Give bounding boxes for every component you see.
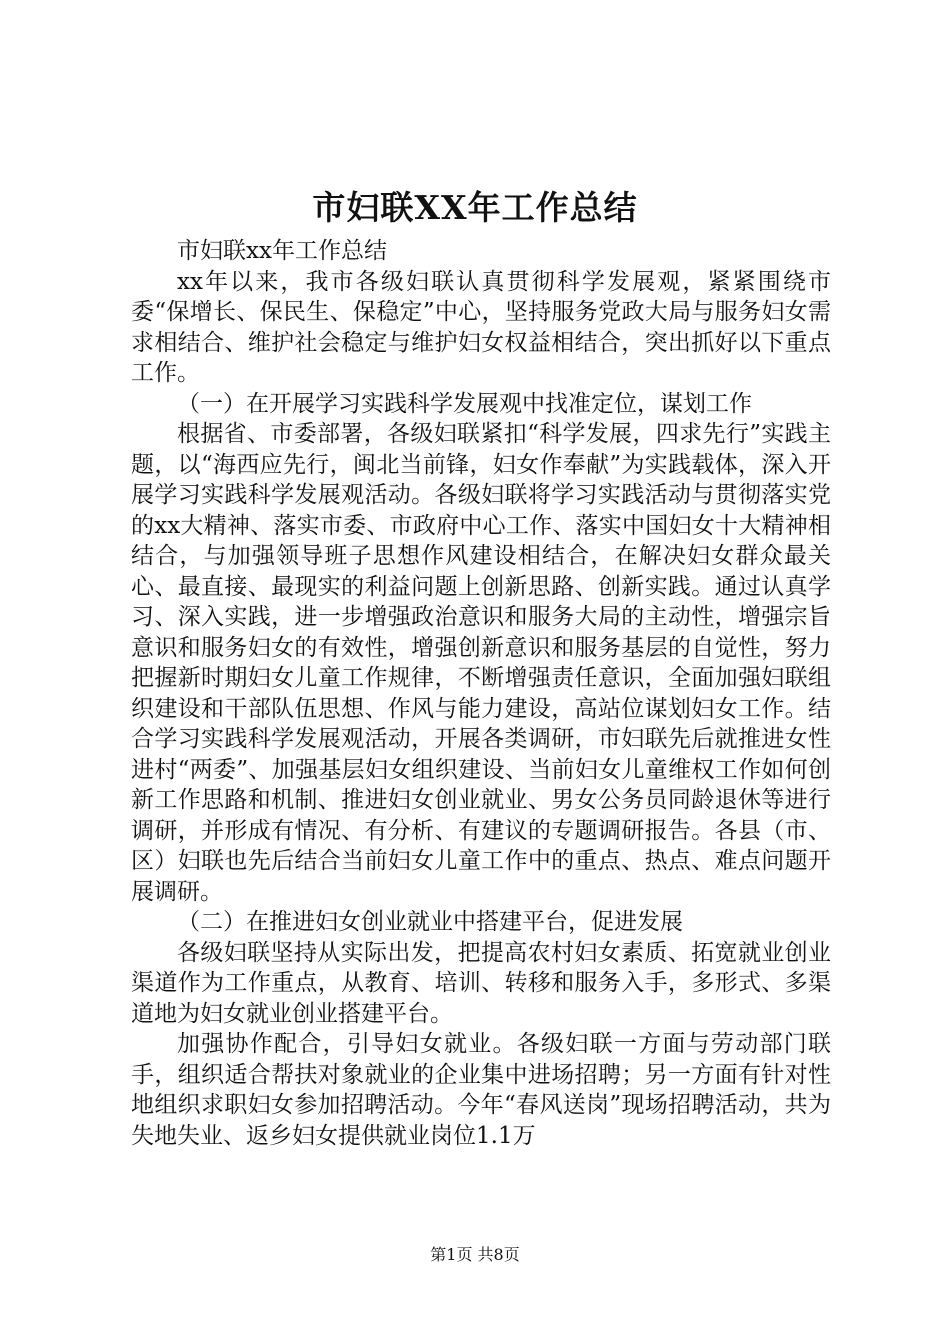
paragraph-section-1: 根据省、市委部署，各级妇联紧扣“科学发展，四求先行”实践主题，以“海西应先行，闽北当前锋，妇女作奉献”为实践载体，深入开展学习实践科学发展观活动。各级妇联将学习实践活动与贯彻落实党的xx大精神、落实市委、市政府中心工作、落实中国妇女十大精神相结合，与加强领导班子思想作风建设相结合，在解决妇女群众最关心、最直接、最现实的利益问题上创新思路、创新实践。通过认真学习、深入实践，进一步增强政治意识和服务大局的主动性，增强宗旨意识和服务妇女的有效性，增强创新意识和服务基层的自觉性，努力把握新时期妇女儿童工作规律，不断增强责任意识，全面加强妇联组织建设和干部队伍思想、作风与能力建设，高站位谋划妇女工作。结合学习实践科学发展观活动，开展各类调研，市妇联先后就推进女性进村“两委”、加强基层妇女组织建设、当前妇女儿童维权工作如何创新工作思路和机制、推进妇女创业就业、男女公务员同龄退休等进行调研，并形成有情况、有分析、有建议的专题调研报告。各县（市、区）妇联也先后结合当前妇女儿童工作中的重点、热点、难点问题开展调研。 — [131, 421, 831, 905]
paragraph-intro: xx年以来，我市各级妇联认真贯彻科学发展观，紧紧围绕市委“保增长、保民生、保稳定”中心，坚持服务党政大局与服务妇女需求相结合、维护社会稳定与维护妇女权益相结合，突出抓好以下重点工作。 — [131, 268, 831, 386]
document-title: 市妇联XX年工作总结 — [312, 188, 638, 227]
section-heading-1: （一）在开展学习实践科学发展观中找准定位，谋划工作 — [177, 390, 752, 417]
page-number-footer: 第1页 共8页 — [430, 1245, 520, 1264]
section-heading-2: （二）在推进妇女创业就业中搭建平台，促进发展 — [177, 909, 683, 935]
paragraph-employment: 加强协作配合，引导妇女就业。各级妇联一方面与劳动部门联手，组织适合帮扶对象就业的企业集中进场招聘；另一方面有针对性地组织求职妇女参加招聘活动。今年“春风送岗”现场招聘活动，共为失地失业、返乡妇女提供就业岗位1.1万 — [131, 1031, 831, 1149]
document-body — [131, 236, 831, 1151]
paragraph-section-2: 各级妇联坚持从实际出发，把提高农村妇女素质、拓宽就业创业渠道作为工作重点，从教育、培训、转移和服务入手，多形式、多渠道地为妇女就业创业搭建平台。 — [131, 939, 831, 1027]
paragraph-subtitle: 市妇联xx年工作总结 — [177, 238, 387, 264]
